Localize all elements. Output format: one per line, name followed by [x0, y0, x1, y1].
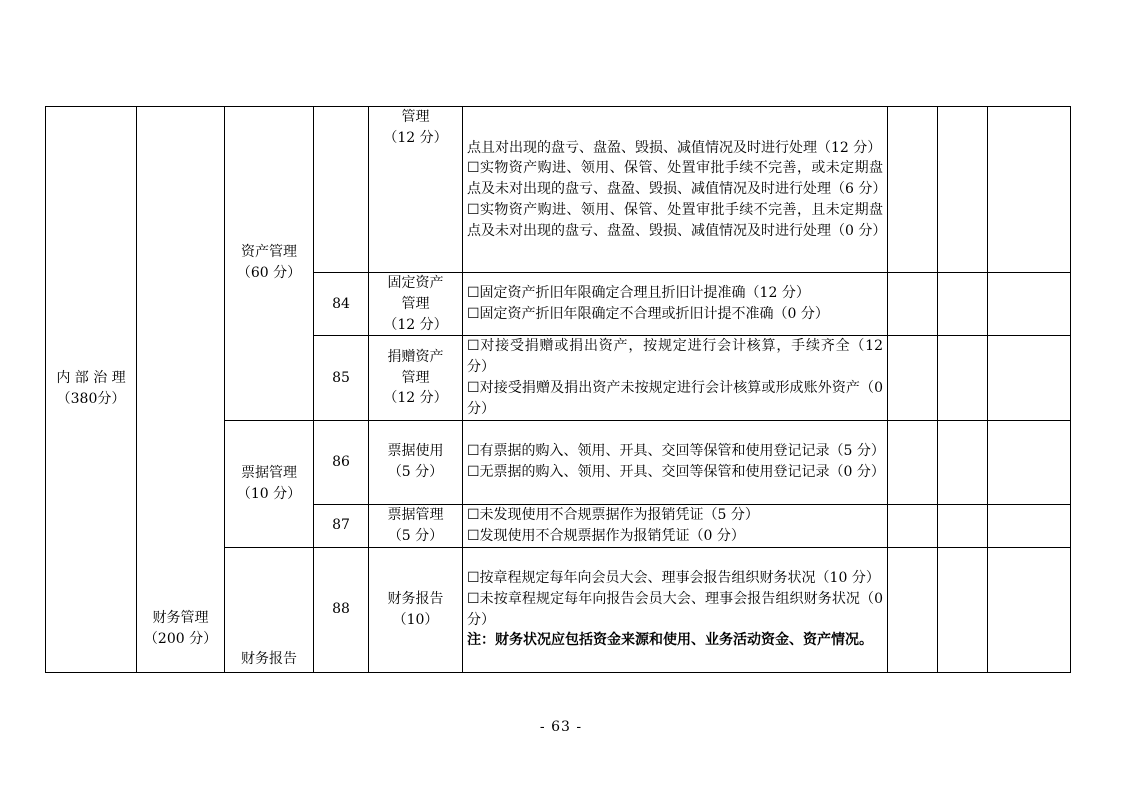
criteria-cell	[463, 547, 888, 672]
criterion: ☐对接受捐赠或捐出资产，按规定进行会计核算，手续齐全（12 分）	[467, 338, 883, 376]
item-number: 87	[314, 504, 369, 547]
level3-report-cell	[225, 547, 314, 672]
level2-name: 财务管理	[152, 609, 209, 626]
score-cell	[888, 273, 938, 336]
item-name-cell	[369, 504, 463, 547]
item-score: （12 分）	[383, 390, 448, 407]
evaluation-table	[45, 106, 1071, 673]
criterion: ☐固定资产折旧年限确定合理且折旧计提准确（12 分）	[467, 285, 810, 302]
criterion: ☐实物资产购进、领用、保管、处置审批手续不完善，或未定期盘点及未对出现的盘亏、盘盈、毁损、减值情况及时进行处理（6 分）	[467, 160, 887, 198]
remark-cell	[988, 336, 1071, 420]
remark-cell	[988, 420, 1071, 504]
item-name-cell	[369, 107, 463, 273]
item-name-cell	[369, 420, 463, 504]
item-number	[314, 107, 369, 273]
score-cell	[938, 504, 988, 547]
item-name-cell	[369, 547, 463, 672]
score-cell	[888, 504, 938, 547]
item-score: （10）	[392, 611, 439, 628]
level2-cell	[137, 107, 225, 673]
item-score: （12 分）	[383, 316, 448, 333]
item-name: 管理	[401, 109, 430, 125]
item-name: 财务报告	[387, 590, 444, 607]
item-name: 管理	[401, 369, 430, 386]
criteria-cell	[463, 420, 888, 504]
criterion: ☐固定资产折旧年限确定不合理或折旧计提不准确（0 分）	[467, 306, 829, 323]
level1-name: 内 部 治 理	[56, 370, 126, 387]
level2-score: （200 分）	[143, 630, 218, 647]
level1-cell	[46, 107, 137, 673]
level1-score: （380分）	[56, 391, 126, 408]
page-number: - 63 -	[539, 719, 583, 735]
criterion: ☐实物资产购进、领用、保管、处置审批手续不完善，且未定期盘点及未对出现的盘亏、盘盈、毁损、减值情况及时进行处理（0 分）	[467, 201, 887, 239]
level3-bill-cell	[225, 420, 314, 547]
criteria-cell	[463, 504, 888, 547]
level3-asset-cell	[225, 107, 314, 421]
criterion: ☐有票据的购入、领用、开具、交回等保管和使用登记记录（5 分）	[467, 443, 885, 460]
level3-name: 票据管理	[241, 464, 297, 481]
score-cell	[938, 420, 988, 504]
score-cell	[888, 420, 938, 504]
criterion: ☐对接受捐赠及捐出资产未按规定进行会计核算或形成账外资产（0 分）	[467, 379, 883, 417]
item-number: 88	[314, 547, 369, 672]
item-number: 85	[314, 336, 369, 420]
criteria-cell	[463, 336, 888, 420]
item-score: （5 分）	[387, 527, 444, 544]
item-name: 捐赠资产	[387, 348, 444, 365]
level3-name: 财务报告	[241, 650, 297, 667]
level3-score: （10 分）	[236, 485, 302, 502]
item-score: （5 分）	[387, 464, 444, 481]
score-cell	[888, 336, 938, 420]
criteria-cell	[463, 273, 888, 336]
score-cell	[938, 273, 988, 336]
table-row	[46, 107, 1071, 273]
item-name: 管理	[401, 295, 430, 312]
criterion-note: 注：财务状况应包括资金来源和使用、业务活动资金、资产情况。	[467, 632, 873, 649]
score-cell	[888, 107, 938, 273]
remark-cell	[988, 504, 1071, 547]
criterion: ☐未发现使用不合规票据作为报销凭证（5 分）	[467, 506, 759, 523]
level3-score: （60 分）	[236, 265, 302, 282]
item-name: 票据使用	[387, 443, 444, 460]
score-cell	[938, 336, 988, 420]
item-name: 票据管理	[387, 506, 444, 523]
criterion: 点且对出现的盘亏、盘盈、毁损、减值情况及时进行处理（12 分）	[467, 139, 882, 156]
criterion: ☐无票据的购入、领用、开具、交回等保管和使用登记记录（0 分）	[467, 464, 885, 481]
criteria-cell	[463, 107, 888, 273]
remark-cell	[988, 273, 1071, 336]
item-score: （12 分）	[383, 129, 448, 146]
remark-cell	[988, 107, 1071, 273]
criterion: ☐未按章程规定每年向报告会员大会、理事会报告组织财务状况（0 分）	[467, 590, 883, 628]
remark-cell	[988, 547, 1071, 672]
score-cell	[888, 547, 938, 672]
item-name-cell	[369, 336, 463, 420]
criterion: ☐发现使用不合规票据作为报销凭证（0 分）	[467, 527, 745, 544]
level3-name: 资产管理	[241, 244, 297, 261]
item-name: 固定资产	[387, 275, 444, 291]
item-number: 84	[314, 273, 369, 336]
score-cell	[938, 547, 988, 672]
criterion: ☐按章程规定每年向会员大会、理事会报告组织财务状况（10 分）	[467, 569, 880, 586]
item-name-cell	[369, 273, 463, 336]
score-cell	[938, 107, 988, 273]
item-number: 86	[314, 420, 369, 504]
